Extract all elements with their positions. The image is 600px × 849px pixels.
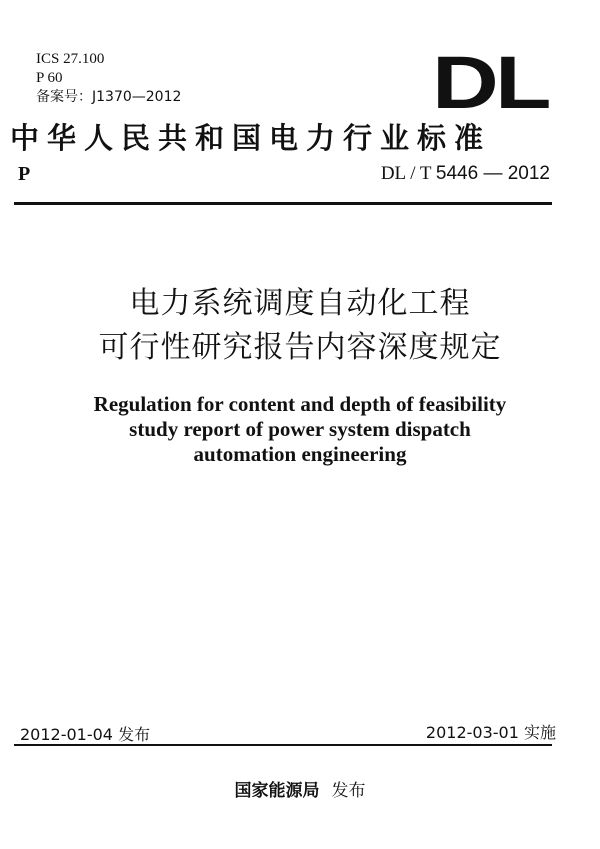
- chinese-title-line-1: 电力系统调度自动化工程: [129, 286, 471, 321]
- publish-action: 发布: [331, 781, 366, 801]
- ccs-code: P 60: [36, 70, 63, 86]
- english-title-line-1: Regulation for content and depth of feasibility: [93, 392, 507, 416]
- chinese-title: [0, 282, 600, 370]
- standard-number: [381, 163, 550, 185]
- record-number: 备案号：J1370—2012: [36, 89, 182, 105]
- class-letter: P: [18, 163, 31, 185]
- standard-number-prefix: DL / T: [380, 163, 432, 184]
- top-divider: [14, 202, 552, 205]
- chinese-title-line-2: 可行性研究报告内容深度规定: [98, 330, 502, 365]
- english-title: [0, 392, 600, 467]
- publisher-name: 国家能源局: [234, 781, 320, 801]
- dl-logo: DL: [432, 41, 548, 124]
- standard-number-value: 5446 — 2012: [435, 163, 550, 184]
- standard-type-title: 中华人民共和国电力行业标准: [10, 121, 492, 155]
- english-title-line-3: automation engineering: [193, 442, 407, 466]
- english-title-line-2: study report of power system dispatch: [129, 417, 471, 441]
- bottom-divider: [14, 744, 552, 746]
- publisher-line: [0, 776, 600, 801]
- issue-date: 2012-01-04 发布: [20, 725, 151, 744]
- effective-date: 2012-03-01 实施: [425, 723, 556, 742]
- ics-code: ICS 27.100: [36, 51, 105, 67]
- classification-codes: [36, 50, 181, 107]
